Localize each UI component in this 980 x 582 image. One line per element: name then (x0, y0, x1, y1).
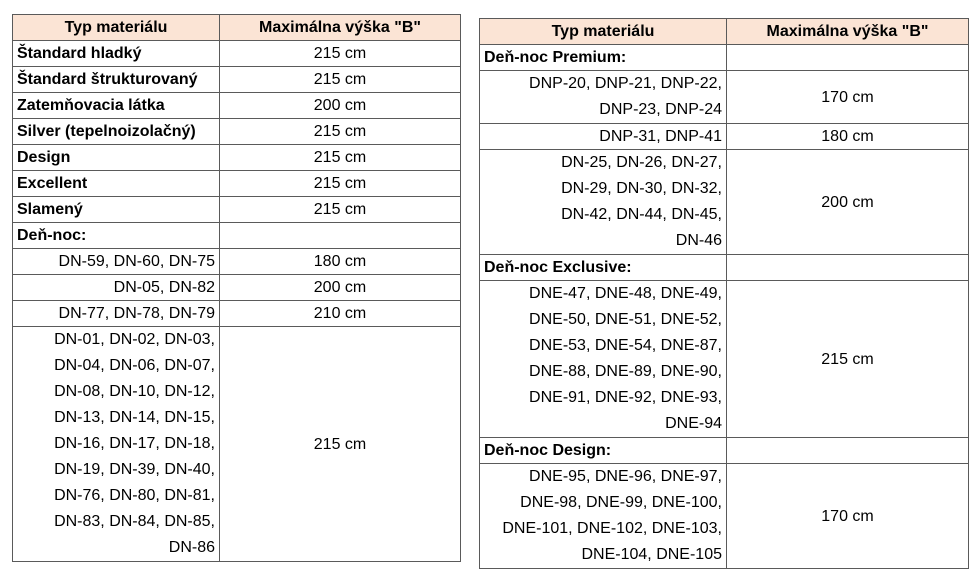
max-height-cell: 215 cm (220, 119, 461, 145)
material-type-cell: Silver (tepelnoizolačný) (13, 119, 220, 145)
codes-cell (480, 464, 727, 569)
empty-cell (220, 223, 461, 249)
table-row (480, 281, 969, 438)
group-row (480, 438, 969, 464)
table-row (480, 464, 969, 569)
empty-cell (727, 438, 969, 464)
code-line: DN-01, DN-02, DN-03, (54, 331, 215, 348)
empty-cell (727, 45, 969, 71)
code-line: DN-25, DN-26, DN-27, (561, 154, 722, 171)
group-label: Deň-noc: (13, 223, 220, 249)
table-row (13, 301, 461, 327)
codes-cell: DNP-31, DNP-41 (480, 124, 727, 150)
max-height-cell: 215 cm (220, 145, 461, 171)
table-row (13, 275, 461, 301)
max-height-cell: 180 cm (727, 124, 969, 150)
code-line: DNE-50, DNE-51, DNE-52, (529, 311, 722, 328)
code-line: DNP-20, DNP-21, DNP-22, (529, 75, 722, 92)
table-row (13, 249, 461, 275)
code-line: DN-08, DN-10, DN-12, (54, 383, 215, 400)
codes-cell: DN-59, DN-60, DN-75 (13, 249, 220, 275)
empty-cell (727, 255, 969, 281)
code-line: DNE-88, DNE-89, DNE-90, (529, 363, 722, 380)
codes-cell: DN-05, DN-82 (13, 275, 220, 301)
right-material-table (479, 18, 969, 569)
code-line: DNE-94 (665, 415, 722, 432)
group-label: Deň-noc Premium: (480, 45, 727, 71)
material-type-cell: Zatemňovacia látka (13, 93, 220, 119)
code-line: DN-29, DN-30, DN-32, (561, 180, 722, 197)
code-line: DN-13, DN-14, DN-15, (54, 409, 215, 426)
code-line: DN-46 (675, 232, 722, 249)
left-material-table (12, 14, 461, 562)
table-row (13, 327, 461, 562)
code-line: DN-42, DN-44, DN-45, (561, 206, 722, 223)
code-line: DNP-23, DNP-24 (599, 101, 722, 118)
material-type-cell: Štandard štrukturovaný (13, 67, 220, 93)
code-line: DN-16, DN-17, DN-18, (54, 435, 215, 452)
header-material-type: Typ materiálu (13, 15, 220, 41)
code-line: DNE-95, DNE-96, DNE-97, (529, 468, 722, 485)
max-height-cell: 180 cm (220, 249, 461, 275)
table-row (480, 124, 969, 150)
group-row (480, 255, 969, 281)
max-height-cell: 215 cm (220, 171, 461, 197)
header-row (480, 19, 969, 45)
table-row (13, 119, 461, 145)
material-type-cell: Štandard hladký (13, 41, 220, 67)
material-type-cell: Slamený (13, 197, 220, 223)
header-max-height: Maximálna výška "B" (727, 19, 969, 45)
material-type-cell: Excellent (13, 171, 220, 197)
table-row (480, 71, 969, 124)
codes-cell (480, 281, 727, 438)
code-line: DNE-53, DNE-54, DNE-87, (529, 337, 722, 354)
max-height-cell: 215 cm (220, 67, 461, 93)
table-row (13, 93, 461, 119)
max-height-cell: 200 cm (727, 150, 969, 255)
code-line: DNE-91, DNE-92, DNE-93, (529, 389, 722, 406)
max-height-cell: 170 cm (727, 464, 969, 569)
table-row (13, 41, 461, 67)
max-height-cell: 200 cm (220, 93, 461, 119)
codes-cell (480, 150, 727, 255)
group-row (13, 223, 461, 249)
table-row (13, 67, 461, 93)
table-row (13, 197, 461, 223)
max-height-cell: 210 cm (220, 301, 461, 327)
codes-cell (480, 71, 727, 124)
max-height-cell: 215 cm (220, 41, 461, 67)
header-material-type: Typ materiálu (480, 19, 727, 45)
group-row (480, 45, 969, 71)
max-height-cell: 200 cm (220, 275, 461, 301)
code-line: DN-86 (168, 539, 215, 556)
max-height-cell: 170 cm (727, 71, 969, 124)
group-label: Deň-noc Design: (480, 438, 727, 464)
header-row (13, 15, 461, 41)
codes-cell: DN-77, DN-78, DN-79 (13, 301, 220, 327)
max-height-cell: 215 cm (220, 327, 461, 562)
max-height-cell: 215 cm (220, 197, 461, 223)
code-line: DN-19, DN-39, DN-40, (54, 461, 215, 478)
codes-cell (13, 327, 220, 562)
code-line: DN-76, DN-80, DN-81, (54, 487, 215, 504)
max-height-cell: 215 cm (727, 281, 969, 438)
code-line: DN-04, DN-06, DN-07, (54, 357, 215, 374)
table-row (480, 150, 969, 255)
header-max-height: Maximálna výška "B" (220, 15, 461, 41)
table-row (13, 171, 461, 197)
material-type-cell: Design (13, 145, 220, 171)
code-line: DNE-101, DNE-102, DNE-103, (502, 520, 722, 537)
group-label: Deň-noc Exclusive: (480, 255, 727, 281)
code-line: DN-83, DN-84, DN-85, (54, 513, 215, 530)
table-row (13, 145, 461, 171)
code-line: DNE-98, DNE-99, DNE-100, (520, 494, 722, 511)
code-line: DNE-104, DNE-105 (581, 546, 722, 563)
code-line: DNE-47, DNE-48, DNE-49, (529, 285, 722, 302)
